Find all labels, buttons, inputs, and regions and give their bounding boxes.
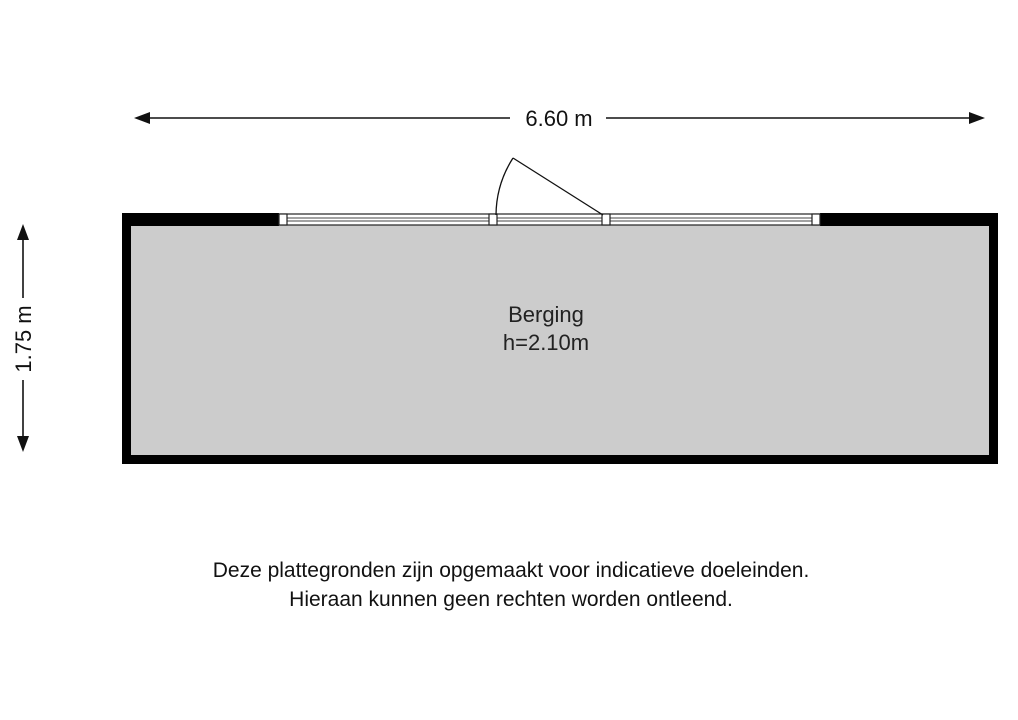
- disclaimer-line-1: Deze plattegronden zijn opgemaakt voor indicatieve doeleinden.: [212, 559, 810, 582]
- wall-top-left: [122, 213, 279, 226]
- room-height: h=2.10m: [502, 330, 590, 355]
- window-sill: [279, 214, 820, 225]
- width-arrow-right: [969, 112, 985, 124]
- height-arrow-bottom: [17, 436, 29, 452]
- disclaimer-line-2: Hieraan kunnen geen rechten worden ontleend.: [289, 588, 733, 611]
- door-swing: [496, 158, 603, 215]
- wall-bottom: [122, 455, 998, 464]
- room-name: Berging: [508, 302, 584, 327]
- wall-top-right: [820, 213, 998, 226]
- window-post-right: [812, 214, 820, 225]
- window-post-mid-1: [489, 214, 497, 225]
- width-dimension: [134, 106, 985, 131]
- width-dimension-label: 6.60 m: [525, 106, 593, 131]
- height-arrow-top: [17, 224, 29, 240]
- width-arrow-left: [134, 112, 150, 124]
- door-leaf: [513, 158, 603, 215]
- door-arc: [496, 158, 513, 215]
- height-dimension-label: 1.75 m: [11, 305, 36, 373]
- disclaimer: [0, 556, 1018, 614]
- window-post-left: [279, 214, 287, 225]
- window-frame: [279, 214, 820, 225]
- wall-right: [989, 213, 998, 464]
- wall-left: [122, 213, 131, 464]
- height-dimension: [11, 224, 36, 452]
- window-post-mid-2: [602, 214, 610, 225]
